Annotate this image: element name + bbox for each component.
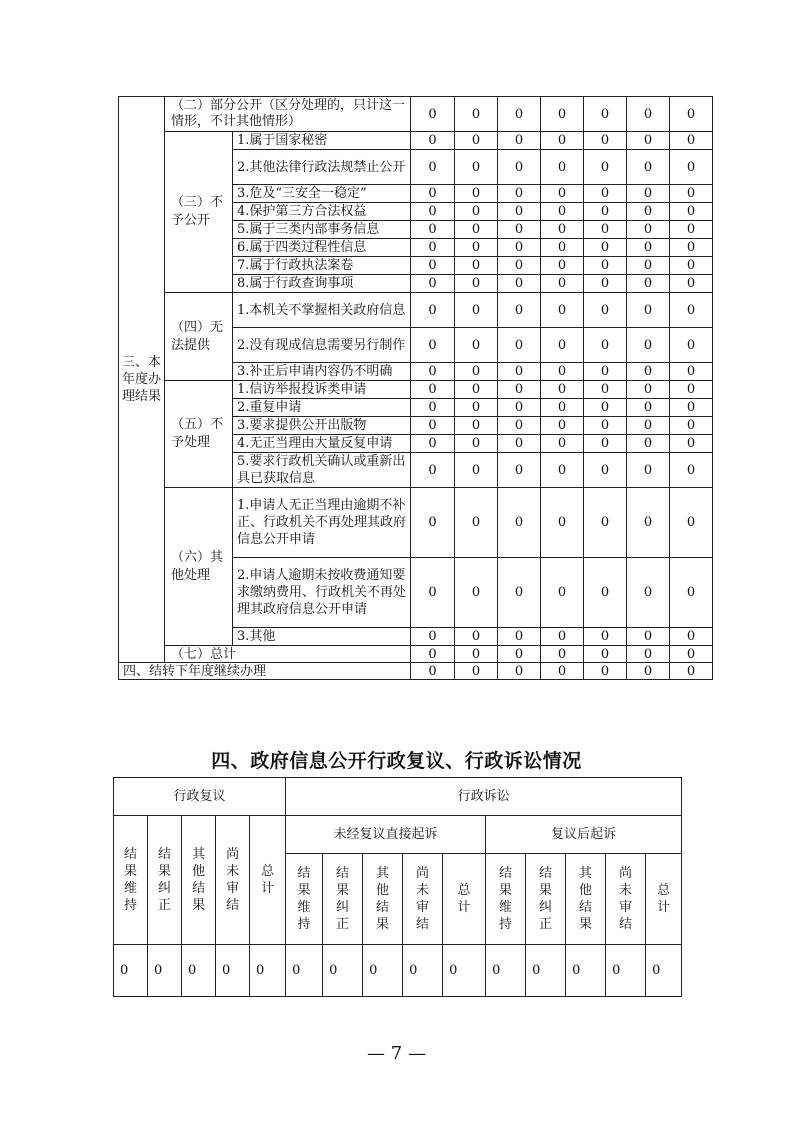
value-cell: 0 [498,150,541,185]
value-cell: 0 [498,558,541,628]
reason-label: 7.属于行政执法案卷 [233,257,411,275]
reason-label: 5.要求行政机关确认或重新出具已获取信息 [233,453,411,488]
review-col-label: 结果纠正 [158,847,172,913]
value-cell: 0 [411,363,455,381]
col-label-text: 尚未审结 [619,866,633,933]
page-number: — 7 — [367,1043,426,1064]
value-cell: 0 [411,488,455,558]
reason-label: 8.属于行政查询事项 [233,275,411,293]
value-cell: 0 [670,275,713,293]
value-cell: 0 [411,435,455,453]
value-cell: 0 [584,132,627,150]
value-cell: 0 [455,293,498,328]
value-cell: 0 [584,417,627,435]
value-cell: 0 [627,453,670,488]
value-cell: 0 [486,945,526,997]
value-cell: 0 [455,203,498,221]
reason-label: 2.申请人逾期未按收费通知要求缴纳费用、行政机关不再处理其政府信息公开申请 [233,558,411,628]
value-cell: 0 [541,203,584,221]
value-cell: 0 [627,97,670,132]
value-cell: 0 [627,363,670,381]
value-cell: 0 [627,399,670,417]
value-cell: 0 [411,150,455,185]
direct-suit-header: 未经复议直接起诉 [286,816,486,854]
value-cell: 0 [670,221,713,239]
value-cell: 0 [455,185,498,203]
value-cell: 0 [323,945,363,997]
value-cell: 0 [670,381,713,399]
value-cell: 0 [498,646,541,663]
value-cell: 0 [541,328,584,363]
value-cell: 0 [498,435,541,453]
value-cell: 0 [411,628,455,646]
value-cell: 0 [584,399,627,417]
col-label-text: 总计 [457,883,471,916]
value-cell: 0 [584,435,627,453]
value-cell: 0 [411,221,455,239]
value-cell: 0 [584,97,627,132]
review-col-label: 结果维持 [124,847,138,913]
value-cell: 0 [411,399,455,417]
value-cell: 0 [670,132,713,150]
value-cell: 0 [498,97,541,132]
value-cell: 0 [498,257,541,275]
value-cell: 0 [411,646,455,663]
reason-label: 4.保护第三方合法权益 [233,203,411,221]
reason-label: 1.本机关不掌握相关政府信息 [233,293,411,328]
value-cell: 0 [627,628,670,646]
carry-over-label: 四、结转下年度继续办理 [119,663,411,680]
direct-col-label [286,854,323,945]
direct-col-label [443,854,486,945]
value-cell: 0 [498,221,541,239]
value-cell: 0 [584,203,627,221]
value-cell: 0 [455,646,498,663]
value-cell: 0 [541,453,584,488]
value-cell: 0 [498,203,541,221]
value-cell: 0 [670,628,713,646]
after-col-label [486,854,526,945]
value-cell: 0 [541,185,584,203]
value-cell: 0 [627,221,670,239]
value-cell: 0 [498,363,541,381]
value-cell: 0 [541,488,584,558]
review-litigation-table [113,777,682,997]
value-cell: 0 [498,417,541,435]
group-label: （四）无法提供 [165,293,233,381]
value-cell: 0 [627,257,670,275]
value-cell: 0 [403,945,443,997]
review-header: 行政复议 [114,778,286,816]
value-cell: 0 [584,185,627,203]
col-label-text: 结果纠正 [539,866,553,933]
reason-label: 3.要求提供公开出版物 [233,417,411,435]
direct-col-label [363,854,403,945]
reason-label: 1.信访举报投诉类申请 [233,381,411,399]
value-cell: 0 [498,399,541,417]
value-cell: 0 [541,628,584,646]
value-cell: 0 [541,150,584,185]
value-cell: 0 [498,185,541,203]
value-cell: 0 [455,132,498,150]
col-label-text: 结果维持 [297,866,311,933]
value-cell: 0 [627,203,670,221]
value-cell: 0 [606,945,646,997]
value-cell: 0 [627,185,670,203]
value-cell: 0 [455,150,498,185]
direct-col-label [403,854,443,945]
value-cell: 0 [584,628,627,646]
value-cell: 0 [182,945,216,997]
value-cell: 0 [455,453,498,488]
group-label: （三）不予公开 [165,132,233,293]
after-col-label [526,854,566,945]
value-cell: 0 [455,399,498,417]
value-cell: 0 [411,381,455,399]
category-label [119,97,165,663]
value-cell: 0 [541,435,584,453]
col-label-text: 结果维持 [499,866,513,933]
value-cell: 0 [670,453,713,488]
value-cell: 0 [627,328,670,363]
value-cell: 0 [411,558,455,628]
value-cell: 0 [498,628,541,646]
value-cell: 0 [670,558,713,628]
value-cell: 0 [670,399,713,417]
value-cell: 0 [411,203,455,221]
value-cell: 0 [584,453,627,488]
value-cell: 0 [443,945,486,997]
value-cell: 0 [670,663,713,680]
value-cell: 0 [541,221,584,239]
after-review-header: 复议后起诉 [486,816,682,854]
value-cell: 0 [670,97,713,132]
value-cell: 0 [411,328,455,363]
value-cell: 0 [627,558,670,628]
value-cell: 0 [411,453,455,488]
value-cell: 0 [584,257,627,275]
value-cell: 0 [584,381,627,399]
group-label: （六）其他处理 [165,488,233,646]
value-cell: 0 [627,132,670,150]
group-label: （五）不予处理 [165,381,233,488]
value-cell: 0 [670,417,713,435]
value-cell: 0 [541,239,584,257]
value-cell: 0 [627,275,670,293]
value-cell: 0 [541,399,584,417]
value-cell: 0 [455,221,498,239]
value-cell: 0 [584,293,627,328]
value-cell: 0 [541,381,584,399]
value-cell: 0 [541,132,584,150]
value-cell: 0 [455,363,498,381]
review-col-label: 其他结果 [192,847,206,913]
reason-label: 2.其他法律行政法规禁止公开 [233,150,411,185]
value-cell: 0 [363,945,403,997]
value-cell: 0 [411,417,455,435]
value-cell: 0 [584,239,627,257]
after-col-label [606,854,646,945]
value-cell: 0 [216,945,250,997]
value-cell: 0 [670,363,713,381]
value-cell: 0 [670,435,713,453]
reason-label: 4.无正当理由大量反复申请 [233,435,411,453]
value-cell: 0 [411,132,455,150]
value-cell: 0 [541,663,584,680]
value-cell: 0 [455,558,498,628]
value-cell: 0 [627,646,670,663]
reason-label: 2.没有现成信息需要另行制作 [233,328,411,363]
col-label-text: 结果纠正 [336,866,350,933]
value-cell: 0 [584,275,627,293]
value-cell: 0 [584,558,627,628]
value-cell: 0 [646,945,682,997]
value-cell: 0 [541,363,584,381]
value-cell: 0 [498,663,541,680]
value-cell: 0 [455,663,498,680]
value-cell: 0 [627,435,670,453]
value-cell: 0 [670,488,713,558]
value-cell: 0 [541,558,584,628]
value-cell: 0 [670,646,713,663]
value-cell: 0 [584,221,627,239]
col-label-text: 总计 [657,883,671,916]
value-cell: 0 [670,150,713,185]
value-cell: 0 [455,275,498,293]
value-cell: 0 [498,381,541,399]
col-label-text: 尚未审结 [416,866,430,933]
results-table [118,96,713,680]
value-cell: 0 [411,275,455,293]
value-cell: 0 [584,328,627,363]
reason-label: 1.属于国家秘密 [233,132,411,150]
value-cell: 0 [411,663,455,680]
reason-label: 2.重复申请 [233,399,411,417]
value-cell: 0 [541,293,584,328]
reason-label: 6.属于四类过程性信息 [233,239,411,257]
litigation-header: 行政诉讼 [286,778,682,816]
category-text: 三、本年度办理结果 [121,355,161,404]
value-cell: 0 [541,646,584,663]
value-cell: 0 [455,628,498,646]
value-cell: 0 [627,663,670,680]
value-cell: 0 [148,945,182,997]
value-cell: 0 [627,488,670,558]
value-cell: 0 [627,293,670,328]
value-cell: 0 [411,185,455,203]
reason-label: 5.属于三类内部事务信息 [233,221,411,239]
value-cell: 0 [498,132,541,150]
value-cell: 0 [584,488,627,558]
value-cell: 0 [455,435,498,453]
value-cell: 0 [498,328,541,363]
total-label: （七）总计 [165,646,411,663]
after-col-label [646,854,682,945]
value-cell: 0 [584,663,627,680]
value-cell: 0 [411,239,455,257]
value-cell: 0 [411,257,455,275]
value-cell: 0 [627,239,670,257]
col-label-text: 其他结果 [579,866,593,933]
value-cell: 0 [498,453,541,488]
value-cell: 0 [670,185,713,203]
value-cell: 0 [670,257,713,275]
reason-label: 3.其他 [233,628,411,646]
value-cell: 0 [670,328,713,363]
value-cell: 0 [455,97,498,132]
value-cell: 0 [498,275,541,293]
value-cell: 0 [455,239,498,257]
value-cell: 0 [498,293,541,328]
value-cell: 0 [526,945,566,997]
value-cell: 0 [114,945,148,997]
value-cell: 0 [498,239,541,257]
value-cell: 0 [455,328,498,363]
direct-col-label [323,854,363,945]
reason-label: 1.申请人无正当理由逾期不补正、行政机关不再处理其政府信息公开申请 [233,488,411,558]
value-cell: 0 [670,203,713,221]
value-cell: 0 [627,417,670,435]
value-cell: 0 [584,646,627,663]
value-cell: 0 [455,488,498,558]
reason-label: 3.危及“三安全一稳定” [233,185,411,203]
value-cell: 0 [670,293,713,328]
value-cell: 0 [250,945,286,997]
value-cell: 0 [455,417,498,435]
value-cell: 0 [627,381,670,399]
value-cell: 0 [411,293,455,328]
reason-label: 3.补正后申请内容仍不明确 [233,363,411,381]
value-cell: 0 [584,363,627,381]
value-cell: 0 [541,97,584,132]
value-cell: 0 [566,945,606,997]
value-cell: 0 [584,150,627,185]
value-cell: 0 [411,97,455,132]
value-cell: 0 [455,381,498,399]
review-col-label: 总计 [261,864,275,896]
value-cell: 0 [455,257,498,275]
value-cell: 0 [670,239,713,257]
value-cell: 0 [541,257,584,275]
value-cell: 0 [498,488,541,558]
value-cell: 0 [627,150,670,185]
partial-open-label: （二）部分公开（区分处理的，只计这一情形，不计其他情形） [165,97,411,132]
value-cell: 0 [286,945,323,997]
value-cell: 0 [541,417,584,435]
col-label-text: 其他结果 [376,866,390,933]
review-col-label: 尚未审结 [226,847,240,913]
after-col-label [566,854,606,945]
value-cell: 0 [541,275,584,293]
section-heading: 四、政府信息公开行政复议、行政诉讼情况 [211,750,582,772]
